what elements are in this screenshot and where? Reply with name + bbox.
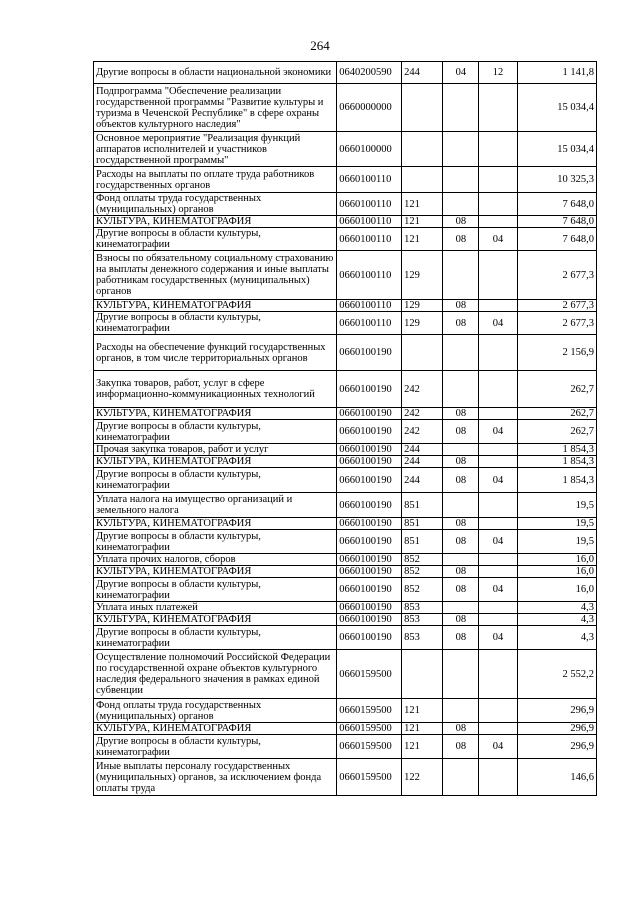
row-amount: 2 677,3 xyxy=(517,312,596,335)
row-section xyxy=(443,444,479,456)
row-section: 08 xyxy=(443,626,479,650)
row-name: Иные выплаты персоналу государственных (муниципальных) органов, за исключением фонда оплаты труда xyxy=(94,759,337,796)
row-subsection xyxy=(479,723,517,735)
row-name: Уплата иных платежей xyxy=(94,602,337,614)
row-subsection: 12 xyxy=(479,62,517,84)
row-expense-type: 122 xyxy=(402,759,443,796)
table-row xyxy=(94,468,597,493)
row-expense-type: 853 xyxy=(402,614,443,626)
row-expense-type xyxy=(402,132,443,167)
row-subsection: 04 xyxy=(479,312,517,335)
row-subsection xyxy=(479,650,517,699)
row-subsection: 04 xyxy=(479,530,517,554)
row-expense-type: 851 xyxy=(402,530,443,554)
row-name: Другие вопросы в области культуры, кинематографии xyxy=(94,468,337,493)
row-amount: 16,0 xyxy=(517,578,596,602)
row-name: Подпрограмма "Обеспечение реализации государственной программы "Развитие культуры и туризма в Чеченской Республике" в сфере охраны объектов культурного наследия" xyxy=(94,84,337,132)
row-expense-type: 121 xyxy=(402,735,443,759)
row-section xyxy=(443,335,479,371)
row-expense-type: 244 xyxy=(402,468,443,493)
row-expense-type xyxy=(402,650,443,699)
budget-table xyxy=(93,61,597,796)
row-section xyxy=(443,554,479,566)
row-amount: 15 034,4 xyxy=(517,132,596,167)
row-target-article: 0660159500 xyxy=(337,759,402,796)
row-subsection xyxy=(479,456,517,468)
row-name: Взносы по обязательному социальному страхованию на выплаты денежного содержания и иные выплаты работникам государственных (муниципальных) органов xyxy=(94,251,337,300)
table-row xyxy=(94,650,597,699)
row-name: Основное мероприятие "Реализация функций аппаратов исполнителей и участников государственной программы" xyxy=(94,132,337,167)
row-amount: 296,9 xyxy=(517,723,596,735)
row-target-article: 0660100190 xyxy=(337,371,402,408)
table-row xyxy=(94,759,597,796)
row-amount: 19,5 xyxy=(517,493,596,518)
row-target-article: 0640200590 xyxy=(337,62,402,84)
row-subsection: 04 xyxy=(479,626,517,650)
row-subsection: 04 xyxy=(479,420,517,444)
row-amount: 16,0 xyxy=(517,554,596,566)
table-row xyxy=(94,530,597,554)
row-section xyxy=(443,493,479,518)
row-name: КУЛЬТУРА, КИНЕМАТОГРАФИЯ xyxy=(94,566,337,578)
table-row xyxy=(94,300,597,312)
table-row xyxy=(94,566,597,578)
row-expense-type xyxy=(402,167,443,193)
row-expense-type: 853 xyxy=(402,602,443,614)
row-subsection xyxy=(479,216,517,228)
row-amount: 1 854,3 xyxy=(517,468,596,493)
row-target-article: 0660100190 xyxy=(337,530,402,554)
table-row xyxy=(94,723,597,735)
row-name: КУЛЬТУРА, КИНЕМАТОГРАФИЯ xyxy=(94,300,337,312)
row-expense-type: 244 xyxy=(402,456,443,468)
row-name: Уплата налога на имущество организаций и земельного налога xyxy=(94,493,337,518)
row-name: Другие вопросы в области культуры, кинематографии xyxy=(94,578,337,602)
row-subsection xyxy=(479,132,517,167)
table-row xyxy=(94,408,597,420)
row-subsection: 04 xyxy=(479,468,517,493)
row-subsection xyxy=(479,759,517,796)
row-target-article: 0660100110 xyxy=(337,167,402,193)
row-section xyxy=(443,193,479,216)
row-subsection xyxy=(479,614,517,626)
table-row xyxy=(94,132,597,167)
row-section: 08 xyxy=(443,735,479,759)
row-amount: 262,7 xyxy=(517,420,596,444)
row-section: 08 xyxy=(443,723,479,735)
table-row xyxy=(94,193,597,216)
row-amount: 262,7 xyxy=(517,408,596,420)
row-target-article: 0660100190 xyxy=(337,468,402,493)
row-subsection xyxy=(479,602,517,614)
row-target-article: 0660100000 xyxy=(337,132,402,167)
row-section: 08 xyxy=(443,456,479,468)
row-amount: 15 034,4 xyxy=(517,84,596,132)
row-subsection: 04 xyxy=(479,578,517,602)
row-section: 08 xyxy=(443,566,479,578)
budget-table-body xyxy=(94,62,597,796)
row-section: 08 xyxy=(443,300,479,312)
row-section: 08 xyxy=(443,614,479,626)
row-section: 08 xyxy=(443,578,479,602)
row-expense-type: 244 xyxy=(402,444,443,456)
row-amount: 2 552,2 xyxy=(517,650,596,699)
row-expense-type: 121 xyxy=(402,228,443,251)
row-expense-type: 129 xyxy=(402,251,443,300)
row-target-article: 0660100110 xyxy=(337,193,402,216)
table-row xyxy=(94,420,597,444)
row-target-article: 0660100190 xyxy=(337,566,402,578)
row-name: Фонд оплаты труда государственных (муниципальных) органов xyxy=(94,193,337,216)
row-amount: 4,3 xyxy=(517,602,596,614)
row-target-article: 0660100190 xyxy=(337,456,402,468)
row-section xyxy=(443,371,479,408)
row-amount: 1 854,3 xyxy=(517,444,596,456)
table-row xyxy=(94,614,597,626)
row-name: КУЛЬТУРА, КИНЕМАТОГРАФИЯ xyxy=(94,518,337,530)
table-row xyxy=(94,735,597,759)
table-row xyxy=(94,699,597,723)
row-target-article: 0660100190 xyxy=(337,626,402,650)
row-subsection xyxy=(479,84,517,132)
row-section xyxy=(443,84,479,132)
row-expense-type: 121 xyxy=(402,193,443,216)
row-expense-type: 242 xyxy=(402,408,443,420)
row-expense-type: 852 xyxy=(402,554,443,566)
row-subsection xyxy=(479,518,517,530)
row-amount: 19,5 xyxy=(517,518,596,530)
row-section: 08 xyxy=(443,468,479,493)
row-target-article: 0660100190 xyxy=(337,578,402,602)
row-section xyxy=(443,650,479,699)
row-expense-type: 852 xyxy=(402,566,443,578)
row-target-article: 0660159500 xyxy=(337,699,402,723)
row-section: 08 xyxy=(443,518,479,530)
table-row xyxy=(94,216,597,228)
table-row xyxy=(94,578,597,602)
row-target-article: 0660100110 xyxy=(337,228,402,251)
row-target-article: 0660100190 xyxy=(337,335,402,371)
table-row xyxy=(94,444,597,456)
row-target-article: 0660100190 xyxy=(337,602,402,614)
row-section: 04 xyxy=(443,62,479,84)
row-target-article: 0660159500 xyxy=(337,723,402,735)
row-section xyxy=(443,699,479,723)
row-section: 08 xyxy=(443,420,479,444)
row-name: КУЛЬТУРА, КИНЕМАТОГРАФИЯ xyxy=(94,614,337,626)
row-amount: 19,5 xyxy=(517,530,596,554)
row-name: Другие вопросы в области национальной экономики xyxy=(94,62,337,84)
row-amount: 1 141,8 xyxy=(517,62,596,84)
table-row xyxy=(94,84,597,132)
row-section: 08 xyxy=(443,408,479,420)
table-row xyxy=(94,312,597,335)
row-target-article: 0660100190 xyxy=(337,554,402,566)
table-row xyxy=(94,602,597,614)
row-amount: 7 648,0 xyxy=(517,216,596,228)
row-target-article: 0660100110 xyxy=(337,216,402,228)
row-expense-type: 851 xyxy=(402,493,443,518)
row-expense-type xyxy=(402,335,443,371)
table-row xyxy=(94,251,597,300)
row-target-article: 0660159500 xyxy=(337,650,402,699)
table-row xyxy=(94,456,597,468)
row-subsection: 04 xyxy=(479,228,517,251)
row-subsection xyxy=(479,371,517,408)
row-amount: 1 854,3 xyxy=(517,456,596,468)
row-amount: 296,9 xyxy=(517,699,596,723)
row-expense-type xyxy=(402,84,443,132)
row-name: Другие вопросы в области культуры, кинематографии xyxy=(94,626,337,650)
row-section xyxy=(443,759,479,796)
row-name: КУЛЬТУРА, КИНЕМАТОГРАФИЯ xyxy=(94,216,337,228)
row-subsection xyxy=(479,251,517,300)
row-subsection xyxy=(479,444,517,456)
row-section: 08 xyxy=(443,228,479,251)
row-target-article: 0660100190 xyxy=(337,444,402,456)
row-section: 08 xyxy=(443,530,479,554)
row-target-article: 0660100110 xyxy=(337,251,402,300)
row-subsection xyxy=(479,167,517,193)
row-expense-type: 851 xyxy=(402,518,443,530)
row-section xyxy=(443,167,479,193)
table-row xyxy=(94,493,597,518)
row-amount: 2 156,9 xyxy=(517,335,596,371)
row-name: Другие вопросы в области культуры, кинематографии xyxy=(94,312,337,335)
row-name: Осуществление полномочий Российской Федерации по государственной охране объектов культурного наследия федерального значения в рамках единой субвенции xyxy=(94,650,337,699)
row-name: Фонд оплаты труда государственных (муниципальных) органов xyxy=(94,699,337,723)
row-target-article: 0660000000 xyxy=(337,84,402,132)
row-name: КУЛЬТУРА, КИНЕМАТОГРАФИЯ xyxy=(94,723,337,735)
row-subsection xyxy=(479,566,517,578)
row-expense-type: 121 xyxy=(402,699,443,723)
table-row xyxy=(94,626,597,650)
row-section xyxy=(443,251,479,300)
row-amount: 2 677,3 xyxy=(517,251,596,300)
row-amount: 4,3 xyxy=(517,626,596,650)
row-amount: 296,9 xyxy=(517,735,596,759)
table-row xyxy=(94,371,597,408)
row-subsection xyxy=(479,493,517,518)
row-name: Закупка товаров, работ, услуг в сфере информационно-коммуникационных технологий xyxy=(94,371,337,408)
row-section xyxy=(443,132,479,167)
row-name: Расходы на выплаты по оплате труда работников государственных органов xyxy=(94,167,337,193)
row-amount: 10 325,3 xyxy=(517,167,596,193)
row-expense-type: 121 xyxy=(402,723,443,735)
row-subsection: 04 xyxy=(479,735,517,759)
row-expense-type: 129 xyxy=(402,300,443,312)
row-name: Другие вопросы в области культуры, кинематографии xyxy=(94,530,337,554)
row-target-article: 0660100190 xyxy=(337,420,402,444)
row-amount: 2 677,3 xyxy=(517,300,596,312)
page-number: 264 xyxy=(310,38,330,53)
row-amount: 7 648,0 xyxy=(517,228,596,251)
row-name: Другие вопросы в области культуры, кинематографии xyxy=(94,228,337,251)
table-row xyxy=(94,335,597,371)
row-expense-type: 242 xyxy=(402,371,443,408)
row-amount: 7 648,0 xyxy=(517,193,596,216)
row-section xyxy=(443,602,479,614)
row-name: Прочая закупка товаров, работ и услуг xyxy=(94,444,337,456)
table-row xyxy=(94,62,597,84)
row-target-article: 0660100190 xyxy=(337,493,402,518)
row-amount: 16,0 xyxy=(517,566,596,578)
row-subsection xyxy=(479,335,517,371)
row-subsection xyxy=(479,193,517,216)
row-name: Другие вопросы в области культуры, кинематографии xyxy=(94,420,337,444)
table-row xyxy=(94,518,597,530)
row-subsection xyxy=(479,408,517,420)
row-name: Другие вопросы в области культуры, кинематографии xyxy=(94,735,337,759)
row-subsection xyxy=(479,300,517,312)
row-target-article: 0660100110 xyxy=(337,300,402,312)
row-name: КУЛЬТУРА, КИНЕМАТОГРАФИЯ xyxy=(94,408,337,420)
row-target-article: 0660100190 xyxy=(337,408,402,420)
table-row xyxy=(94,228,597,251)
row-amount: 262,7 xyxy=(517,371,596,408)
row-name: Уплата прочих налогов, сборов xyxy=(94,554,337,566)
row-target-article: 0660159500 xyxy=(337,735,402,759)
row-expense-type: 244 xyxy=(402,62,443,84)
row-amount: 146,6 xyxy=(517,759,596,796)
row-expense-type: 242 xyxy=(402,420,443,444)
row-amount: 4,3 xyxy=(517,614,596,626)
table-row xyxy=(94,554,597,566)
row-expense-type: 121 xyxy=(402,216,443,228)
row-section: 08 xyxy=(443,312,479,335)
row-expense-type: 852 xyxy=(402,578,443,602)
row-subsection xyxy=(479,699,517,723)
table-row xyxy=(94,167,597,193)
row-target-article: 0660100110 xyxy=(337,312,402,335)
row-name: Расходы на обеспечение функций государственных органов, в том числе территориальных органов xyxy=(94,335,337,371)
row-name: КУЛЬТУРА, КИНЕМАТОГРАФИЯ xyxy=(94,456,337,468)
row-target-article: 0660100190 xyxy=(337,518,402,530)
row-subsection xyxy=(479,554,517,566)
row-target-article: 0660100190 xyxy=(337,614,402,626)
row-section: 08 xyxy=(443,216,479,228)
row-expense-type: 129 xyxy=(402,312,443,335)
row-expense-type: 853 xyxy=(402,626,443,650)
